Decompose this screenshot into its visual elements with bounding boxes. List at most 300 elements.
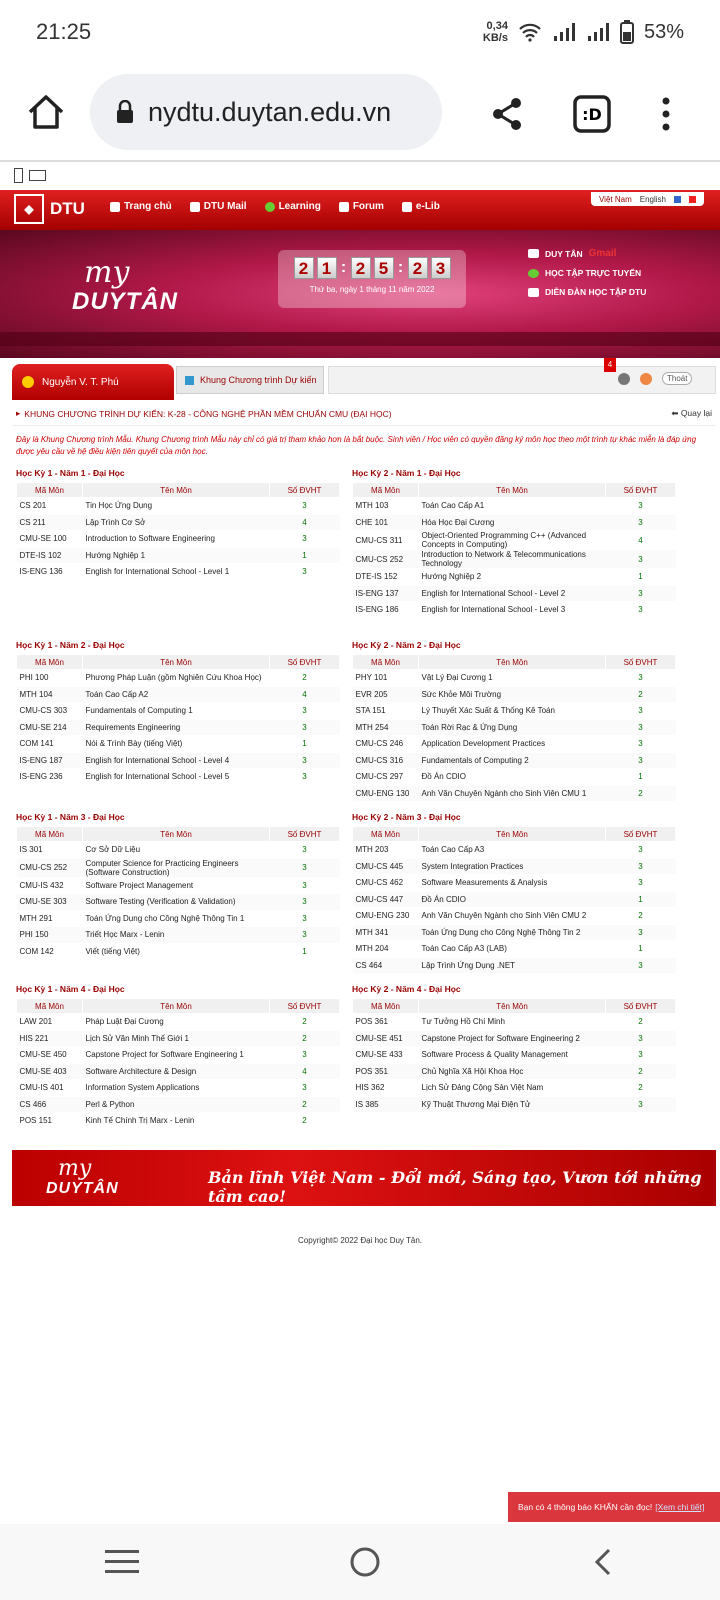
course-name: Pháp Luật Đại Cương xyxy=(83,1014,270,1031)
course-credits: 3 xyxy=(606,703,676,720)
table-row[interactable] xyxy=(353,1096,676,1113)
course-credits: 4 xyxy=(270,514,340,531)
course-name: Hướng Nghiệp 1 xyxy=(83,547,270,564)
semester-title: Học Kỳ 1 - Năm 3 - Đại Học xyxy=(16,812,125,822)
column-header: Số ĐVHT xyxy=(606,827,676,842)
semester-title: Học Kỳ 1 - Năm 1 - Đại Học xyxy=(16,468,125,478)
course-name: Software Architecture & Design xyxy=(83,1063,270,1080)
recent-apps-icon[interactable] xyxy=(105,1548,139,1576)
course-credits: 2 xyxy=(270,670,340,687)
table-row[interactable] xyxy=(353,719,676,736)
semester-block xyxy=(352,812,676,974)
course-name: English for International School - Level 4 xyxy=(83,752,270,769)
course-code: MTH 203 xyxy=(353,842,419,859)
table-row[interactable] xyxy=(353,957,676,974)
course-name: Chủ Nghĩa Xã Hội Khoa Học xyxy=(419,1063,606,1080)
column-header: Mã Môn xyxy=(17,483,83,498)
course-code: IS-ENG 186 xyxy=(353,602,419,619)
course-code: CMU-ENG 230 xyxy=(353,908,419,925)
nav-learning[interactable]: Learning xyxy=(265,201,321,212)
semester-title: Học Kỳ 1 - Năm 2 - Đại Học xyxy=(16,640,125,650)
table-row[interactable] xyxy=(17,686,340,703)
column-header: Số ĐVHT xyxy=(270,999,340,1014)
tab-program-framework[interactable]: Khung Chương trình Dự kiến xyxy=(176,366,324,394)
table-row[interactable] xyxy=(17,842,340,859)
course-credits: 3 xyxy=(606,550,676,569)
course-code: CS 201 xyxy=(17,498,83,515)
table-row[interactable] xyxy=(17,910,340,927)
link-duytan-mail[interactable]: DUY TÂN Gmail xyxy=(528,248,646,259)
table-row[interactable] xyxy=(17,498,340,515)
course-credits: 3 xyxy=(606,842,676,859)
course-credits: 1 xyxy=(606,891,676,908)
table-row[interactable] xyxy=(353,891,676,908)
course-credits: 1 xyxy=(270,943,340,960)
share-icon[interactable] xyxy=(488,94,528,134)
battery-icon xyxy=(620,20,634,44)
course-code: IS-ENG 136 xyxy=(17,564,83,581)
table-row[interactable] xyxy=(353,875,676,892)
course-credits: 1 xyxy=(606,569,676,586)
column-header: Số ĐVHT xyxy=(606,483,676,498)
course-credits: 3 xyxy=(270,877,340,894)
course-credits: 3 xyxy=(606,514,676,531)
table-row[interactable] xyxy=(17,703,340,720)
table-row[interactable] xyxy=(17,736,340,753)
course-credits: 2 xyxy=(606,1063,676,1080)
course-table xyxy=(352,998,676,1113)
course-credits: 3 xyxy=(270,842,340,859)
course-credits: 3 xyxy=(270,564,340,581)
course-code: CMU-CS 447 xyxy=(353,891,419,908)
signal-icon-2 xyxy=(586,22,610,42)
course-code: DTE-IS 102 xyxy=(17,547,83,564)
course-name: Toán Cao Cấp A1 xyxy=(419,498,606,515)
course-name: Software Project Management xyxy=(83,877,270,894)
notification-badge: 4 xyxy=(604,358,616,372)
table-row[interactable] xyxy=(353,670,676,687)
table-row[interactable] xyxy=(353,498,676,515)
mail-nav-icon xyxy=(190,202,200,212)
nav-home[interactable]: Trang chủ xyxy=(110,201,172,212)
column-header: Tên Môn xyxy=(83,999,270,1014)
course-code: CMU-IS 401 xyxy=(17,1080,83,1097)
back-link[interactable]: ⬅ Quay lại xyxy=(671,408,712,418)
course-name: Fundamentals of Computing 1 xyxy=(83,703,270,720)
course-code: IS 385 xyxy=(353,1096,419,1113)
column-header: Số ĐVHT xyxy=(270,483,340,498)
course-name: Kỹ Thuật Thương Mại Điện Tử xyxy=(419,1096,606,1113)
column-header: Tên Môn xyxy=(419,483,606,498)
table-row[interactable] xyxy=(17,877,340,894)
course-table xyxy=(16,826,340,960)
course-credits: 2 xyxy=(606,908,676,925)
tabs-icon[interactable] xyxy=(572,94,612,134)
course-code: CMU-SE 214 xyxy=(17,719,83,736)
course-credits: 4 xyxy=(270,686,340,703)
semester-block xyxy=(352,640,676,802)
home-nav-icon xyxy=(110,202,120,212)
column-header: Mã Môn xyxy=(17,655,83,670)
table-row[interactable] xyxy=(17,894,340,911)
course-name: Lịch Sử Văn Minh Thế Giới 1 xyxy=(83,1030,270,1047)
course-name: Tin Học Ứng Dụng xyxy=(83,498,270,515)
lang-en[interactable]: English xyxy=(639,194,666,204)
course-credits: 2 xyxy=(606,1080,676,1097)
column-header: Tên Môn xyxy=(83,827,270,842)
menu-icon[interactable] xyxy=(646,94,686,134)
course-table xyxy=(352,654,676,802)
course-name: Sức Khỏe Môi Trường xyxy=(419,686,606,703)
nav-forum[interactable]: Forum xyxy=(339,201,384,212)
table-row[interactable] xyxy=(353,769,676,786)
table-row[interactable] xyxy=(17,531,340,548)
column-header: Mã Môn xyxy=(353,655,419,670)
table-row[interactable] xyxy=(17,1063,340,1080)
course-credits: 4 xyxy=(270,1063,340,1080)
course-credits: 2 xyxy=(606,1014,676,1031)
tab-row xyxy=(12,358,716,400)
course-name: Capstone Project for Software Engineering 2 xyxy=(419,1030,606,1047)
course-code: CMU-IS 432 xyxy=(17,877,83,894)
page-title: KHUNG CHƯƠNG TRÌNH DỰ KIẾN: K-28 - CÔNG NGHỆ PHẦN MỀM CHUẨN CMU (ĐẠI HỌC) xyxy=(24,408,392,419)
course-name: Toán Ứng Dụng cho Công Nghệ Thông Tin 2 xyxy=(419,924,606,941)
course-code: CMU-CS 462 xyxy=(353,875,419,892)
system-nav-bar xyxy=(0,1524,720,1600)
course-table xyxy=(352,826,676,974)
course-code: MTH 254 xyxy=(353,719,419,736)
svg-text::D: :D xyxy=(582,105,602,124)
course-name: Introduction to Network & Telecommunications Technology xyxy=(419,550,606,569)
table-row[interactable] xyxy=(17,752,340,769)
semester-block xyxy=(16,640,340,786)
table-row[interactable] xyxy=(353,550,676,569)
course-code: IS-ENG 137 xyxy=(353,585,419,602)
course-name: Vật Lý Đại Cương 1 xyxy=(419,670,606,687)
semester-block xyxy=(16,812,340,960)
course-code: CHE 101 xyxy=(353,514,419,531)
course-credits: 2 xyxy=(606,686,676,703)
course-credits: 3 xyxy=(606,957,676,974)
course-name: Đồ Án CDIO xyxy=(419,891,606,908)
course-code: CMU-SE 100 xyxy=(17,531,83,548)
net-speed: 0,34 KB/s xyxy=(482,20,508,44)
current-date: Thứ ba, ngày 1 tháng 11 năm 2022 xyxy=(309,285,435,294)
table-row[interactable] xyxy=(17,670,340,687)
course-name: Kinh Tế Chính Trị Marx - Lenin xyxy=(83,1113,270,1130)
table-row[interactable] xyxy=(17,1030,340,1047)
profile-icon[interactable] xyxy=(640,373,652,385)
semester-title: Học Kỳ 2 - Năm 3 - Đại Học xyxy=(352,812,461,822)
course-name: Lập Trình Ứng Dụng .NET xyxy=(419,957,606,974)
table-row[interactable] xyxy=(353,908,676,925)
check-icon xyxy=(528,269,539,278)
table-row[interactable] xyxy=(17,547,340,564)
semester-grid xyxy=(16,468,678,1148)
course-code: POS 151 xyxy=(17,1113,83,1130)
course-name: Tư Tưởng Hồ Chí Minh xyxy=(419,1014,606,1031)
link-forum[interactable]: DIỄN ĐÀN HỌC TẬP DTU xyxy=(528,287,646,297)
footer-logo: my DUYTÂN xyxy=(46,1156,119,1197)
table-row[interactable] xyxy=(353,569,676,586)
semester-block xyxy=(352,984,676,1113)
course-credits: 3 xyxy=(270,769,340,786)
table-row[interactable] xyxy=(353,924,676,941)
language-switch xyxy=(591,192,704,206)
course-code: PHI 150 xyxy=(17,927,83,944)
device-toggle xyxy=(14,168,46,183)
table-row[interactable] xyxy=(17,1047,340,1064)
course-credits: 3 xyxy=(606,736,676,753)
column-header: Tên Môn xyxy=(419,999,606,1014)
course-code: CMU-SE 450 xyxy=(17,1047,83,1064)
course-credits: 2 xyxy=(270,1030,340,1047)
course-table xyxy=(352,482,676,619)
column-header: Mã Môn xyxy=(353,999,419,1014)
table-row[interactable] xyxy=(353,1047,676,1064)
elib-nav-icon xyxy=(402,202,412,212)
course-credits: 3 xyxy=(606,1047,676,1064)
semester-block xyxy=(352,468,676,619)
course-name: English for International School - Level 2 xyxy=(419,585,606,602)
logout-button[interactable]: Thoát xyxy=(662,372,692,385)
link-online-learning[interactable]: HỌC TẬP TRỰC TUYẾN xyxy=(528,268,646,278)
course-code: MTH 103 xyxy=(353,498,419,515)
course-name: Application Development Practices xyxy=(419,736,606,753)
desktop-view-icon[interactable] xyxy=(29,170,46,181)
course-name: Fundamentals of Computing 2 xyxy=(419,752,606,769)
table-row[interactable] xyxy=(353,1030,676,1047)
semester-title: Học Kỳ 2 - Năm 4 - Đại Học xyxy=(352,984,461,994)
course-credits: 3 xyxy=(606,1030,676,1047)
column-header: Mã Môn xyxy=(353,483,419,498)
table-row[interactable] xyxy=(17,927,340,944)
course-code: COM 141 xyxy=(17,736,83,753)
course-credits: 3 xyxy=(270,752,340,769)
flag-uk-icon[interactable] xyxy=(674,196,681,203)
wifi-icon xyxy=(518,22,542,42)
settings-icon[interactable] xyxy=(618,373,630,385)
course-credits: 1 xyxy=(270,547,340,564)
course-code: HIS 221 xyxy=(17,1030,83,1047)
course-credits: 3 xyxy=(270,1047,340,1064)
dtu-logo[interactable]: ◆ DTU xyxy=(14,194,85,224)
course-credits: 3 xyxy=(606,602,676,619)
course-code: CMU-SE 451 xyxy=(353,1030,419,1047)
course-credits: 1 xyxy=(606,941,676,958)
table-row[interactable] xyxy=(353,842,676,859)
course-code: CMU-CS 246 xyxy=(353,736,419,753)
course-name: Capstone Project for Software Engineering 1 xyxy=(83,1047,270,1064)
main-content xyxy=(12,402,716,1148)
course-credits: 2 xyxy=(270,1096,340,1113)
course-name: Toán Cao Cấp A3 (LAB) xyxy=(419,941,606,958)
lock-icon xyxy=(116,100,134,124)
course-credits: 3 xyxy=(606,858,676,875)
course-code: CMU-SE 303 xyxy=(17,894,83,911)
course-name: English for International School - Level 3 xyxy=(419,602,606,619)
course-name: Nói & Trình Bày (tiếng Việt) xyxy=(83,736,270,753)
course-credits: 3 xyxy=(606,875,676,892)
urgent-notice-toast[interactable]: Bạn có 4 thông báo KHẨN cần đọc! [Xem chi tiết] xyxy=(508,1492,720,1522)
course-credits: 1 xyxy=(606,769,676,786)
course-code: CS 464 xyxy=(353,957,419,974)
course-name: System Integration Practices xyxy=(419,858,606,875)
course-code: IS 301 xyxy=(17,842,83,859)
table-row[interactable] xyxy=(353,736,676,753)
course-credits: 3 xyxy=(606,719,676,736)
course-name: Software Testing (Verification & Validation) xyxy=(83,894,270,911)
clock-time: 21:25 xyxy=(36,19,92,44)
status-bar xyxy=(0,0,720,64)
table-row[interactable] xyxy=(353,703,676,720)
footer-banner xyxy=(12,1150,716,1206)
course-name: Triết Học Marx - Lenin xyxy=(83,927,270,944)
forum-icon xyxy=(528,288,539,297)
course-code: COM 142 xyxy=(17,943,83,960)
course-code: POS 351 xyxy=(353,1063,419,1080)
home-icon[interactable] xyxy=(24,90,68,134)
forum-nav-icon xyxy=(339,202,349,212)
course-code: CMU-CS 311 xyxy=(353,531,419,550)
course-code: IS-ENG 236 xyxy=(17,769,83,786)
course-credits: 3 xyxy=(270,498,340,515)
course-credits: 3 xyxy=(606,498,676,515)
table-row[interactable] xyxy=(353,1080,676,1097)
course-code: MTH 104 xyxy=(17,686,83,703)
course-credits: 3 xyxy=(606,670,676,687)
table-row[interactable] xyxy=(17,943,340,960)
course-name: Hướng Nghiệp 2 xyxy=(419,569,606,586)
battery-level: 53% xyxy=(643,20,684,43)
mobile-view-icon[interactable] xyxy=(14,168,23,183)
slogan: Bản lĩnh Việt Nam - Đổi mới, Sáng tạo, Vươn tới những tầm cao! xyxy=(208,1168,702,1206)
course-code: CMU-CS 316 xyxy=(353,752,419,769)
course-credits: 2 xyxy=(270,1113,340,1130)
column-header: Tên Môn xyxy=(83,483,270,498)
course-name: Software Process & Quality Management xyxy=(419,1047,606,1064)
course-code: EVR 205 xyxy=(353,686,419,703)
table-row[interactable] xyxy=(17,769,340,786)
course-name: Introduction to Software Engineering xyxy=(83,531,270,548)
table-row[interactable] xyxy=(17,564,340,581)
course-credits: 2 xyxy=(606,785,676,802)
course-code: PHY 101 xyxy=(353,670,419,687)
table-row[interactable] xyxy=(353,531,676,550)
lang-vi[interactable]: Việt Nam xyxy=(598,194,632,204)
address-bar[interactable] xyxy=(90,74,442,150)
back-button-icon[interactable] xyxy=(591,1547,615,1577)
table-row[interactable] xyxy=(353,1063,676,1080)
course-credits: 4 xyxy=(606,531,676,550)
table-row[interactable] xyxy=(17,858,340,877)
course-name: Software Measurements & Analysis xyxy=(419,875,606,892)
table-row[interactable] xyxy=(353,514,676,531)
course-code: CMU-CS 252 xyxy=(17,858,83,877)
arrow-icon: ▸ xyxy=(16,408,21,418)
course-credits: 3 xyxy=(270,927,340,944)
course-code: DTE-IS 152 xyxy=(353,569,419,586)
table-row[interactable] xyxy=(353,752,676,769)
table-row[interactable] xyxy=(353,1014,676,1031)
course-code: CMU-CS 297 xyxy=(353,769,419,786)
course-credits: 3 xyxy=(606,924,676,941)
table-row[interactable] xyxy=(353,941,676,958)
url-text: nydtu.duytan.edu.vn xyxy=(148,96,392,127)
user-tab[interactable]: Nguyễn V. T. Phú xyxy=(12,364,174,400)
course-code: MTH 291 xyxy=(17,910,83,927)
course-name: Phương Pháp Luận (gồm Nghiên Cứu Khoa Học) xyxy=(83,670,270,687)
table-row[interactable] xyxy=(17,1096,340,1113)
table-row[interactable] xyxy=(17,1113,340,1130)
course-name: Anh Văn Chuyên Ngành cho Sinh Viên CMU 1 xyxy=(419,785,606,802)
course-code: CMU-CS 445 xyxy=(353,858,419,875)
nav-mail[interactable]: DTU Mail xyxy=(190,201,247,212)
table-row[interactable] xyxy=(17,719,340,736)
banner xyxy=(0,230,720,358)
course-name: Hóa Học Đại Cương xyxy=(419,514,606,531)
table-row[interactable] xyxy=(17,514,340,531)
course-name: Lập Trình Cơ Sở xyxy=(83,514,270,531)
table-row[interactable] xyxy=(353,858,676,875)
table-row[interactable] xyxy=(353,686,676,703)
course-code: LAW 201 xyxy=(17,1014,83,1031)
course-name: Requirements Engineering xyxy=(83,719,270,736)
mydutan-logo: my DUYTÂN xyxy=(72,255,178,315)
column-header: Tên Môn xyxy=(419,655,606,670)
course-name: Object-Oriented Programming C++ (Advanced Concepts in Computing) xyxy=(419,531,606,550)
course-credits: 2 xyxy=(270,1014,340,1031)
course-code: MTH 204 xyxy=(353,941,419,958)
nav-elib[interactable]: e-Lib xyxy=(402,201,440,212)
course-name: Toán Cao Cấp A2 xyxy=(83,686,270,703)
semester-title: Học Kỳ 2 - Năm 2 - Đại Học xyxy=(352,640,461,650)
column-header: Mã Môn xyxy=(17,999,83,1014)
course-code: STA 151 xyxy=(353,703,419,720)
learning-nav-icon xyxy=(265,202,275,212)
column-header: Số ĐVHT xyxy=(606,999,676,1014)
course-code: CMU-CS 303 xyxy=(17,703,83,720)
table-row[interactable] xyxy=(353,785,676,802)
course-name: Cơ Sở Dữ Liệu xyxy=(83,842,270,859)
column-header: Số ĐVHT xyxy=(270,827,340,842)
course-code: CMU-CS 252 xyxy=(353,550,419,569)
top-nav xyxy=(0,190,720,230)
signal-icon xyxy=(552,22,576,42)
column-header: Mã Môn xyxy=(17,827,83,842)
table-row[interactable] xyxy=(17,1080,340,1097)
course-name: Viết (tiếng Việt) xyxy=(83,943,270,960)
semester-block xyxy=(16,984,340,1130)
view-details-link[interactable]: [Xem chi tiết] xyxy=(655,1502,705,1512)
home-button-icon[interactable] xyxy=(349,1546,381,1578)
course-credits: 3 xyxy=(270,703,340,720)
course-name: Perl & Python xyxy=(83,1096,270,1113)
column-header: Tên Môn xyxy=(83,655,270,670)
course-name: English for International School - Level 1 xyxy=(83,564,270,581)
semester-title: Học Kỳ 2 - Năm 1 - Đại Học xyxy=(352,468,461,478)
semester-title: Học Kỳ 1 - Năm 4 - Đại Học xyxy=(16,984,125,994)
flag-vn-icon[interactable] xyxy=(689,196,696,203)
column-header: Số ĐVHT xyxy=(270,655,340,670)
table-row[interactable] xyxy=(353,585,676,602)
logo-emblem-icon: ◆ xyxy=(14,194,44,224)
course-code: CMU-SE 433 xyxy=(353,1047,419,1064)
table-row[interactable] xyxy=(353,602,676,619)
table-row[interactable] xyxy=(17,1014,340,1031)
banner-clock: 2 1 : 2 5 : 2 3 Thứ ba, ngày 1 tháng 11 năm 2022 xyxy=(278,250,466,308)
column-header: Tên Môn xyxy=(419,827,606,842)
